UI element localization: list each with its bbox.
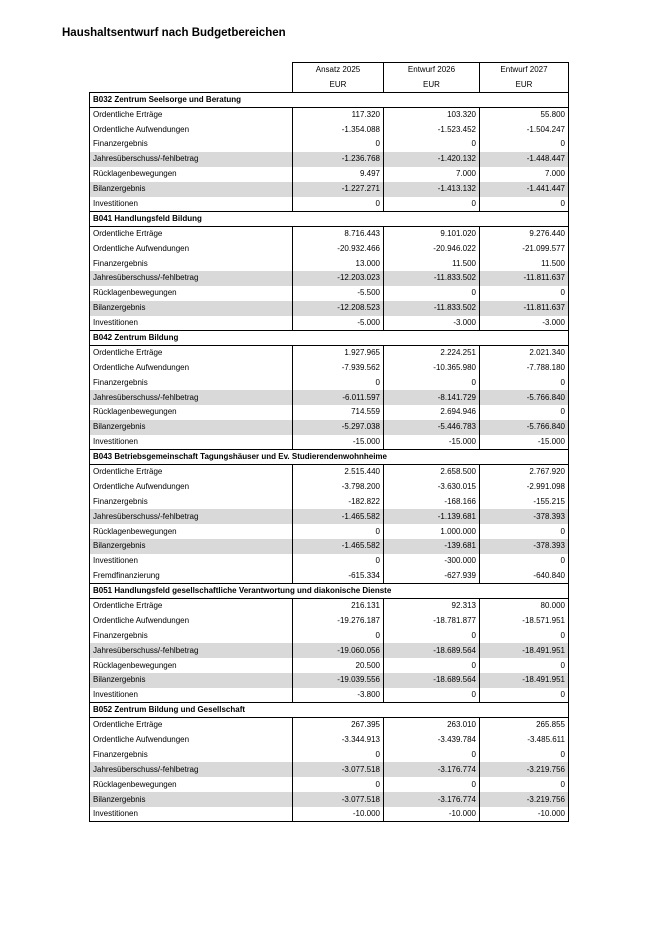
table-row [90,286,569,301]
table-row [90,688,569,703]
value-cell: -1.354.088 [293,122,384,137]
table-row [90,628,569,643]
value-cell: -15.000 [480,435,569,450]
table-row [90,569,569,584]
value-cell: -1.413.132 [384,182,480,197]
value-cell: -5.000 [293,316,384,331]
table-row [90,152,569,167]
section-header [90,450,569,465]
value-cell: -7.788.180 [480,360,569,375]
value-cell: -7.939.562 [293,360,384,375]
column-header: Entwurf 2027 [480,63,569,78]
value-cell: 117.320 [293,107,384,122]
header-row-labels [90,63,569,78]
value-cell: 0 [480,747,569,762]
value-cell: -11.833.502 [384,301,480,316]
value-cell: -18.491.951 [480,673,569,688]
value-cell: 55.800 [480,107,569,122]
value-cell: 0 [480,375,569,390]
value-cell: 7.000 [384,167,480,182]
value-cell: 80.000 [480,599,569,614]
value-cell: -18.781.877 [384,613,480,628]
value-cell: 0 [293,137,384,152]
value-cell: 92.313 [384,599,480,614]
section-title: B043 Betriebsgemeinschaft Tagungshäuser und Ev. Studierendenwohnheime [90,450,569,465]
value-cell: -18.491.951 [480,643,569,658]
value-cell: 2.694.946 [384,405,480,420]
row-label: Jahresüberschuss/-fehlbetrag [90,762,293,777]
section-title: B051 Handlungsfeld gesellschaftliche Verantwortung und diakonische Dienste [90,584,569,599]
section-header [90,703,569,718]
value-cell: 0 [384,777,480,792]
value-cell: 2.515.440 [293,465,384,480]
row-label: Finanzergebnis [90,747,293,762]
table-row [90,733,569,748]
value-cell: -18.689.564 [384,673,480,688]
row-label: Finanzergebnis [90,494,293,509]
value-cell: -18.689.564 [384,643,480,658]
row-label: Investitionen [90,435,293,450]
row-label: Bilanzergebnis [90,420,293,435]
section-header [90,211,569,226]
table-row [90,375,569,390]
row-label: Jahresüberschuss/-fehlbetrag [90,390,293,405]
value-cell: -10.000 [480,807,569,822]
value-cell: 1.927.965 [293,345,384,360]
value-cell: 2.021.340 [480,345,569,360]
value-cell: 11.500 [384,256,480,271]
value-cell: -19.060.056 [293,643,384,658]
value-cell: 0 [384,286,480,301]
value-cell: 0 [480,137,569,152]
value-cell: 0 [384,375,480,390]
value-cell: 11.500 [480,256,569,271]
table-row [90,107,569,122]
value-cell: 13.000 [293,256,384,271]
value-cell: -11.811.637 [480,271,569,286]
value-cell: -3.219.756 [480,762,569,777]
value-cell: 265.855 [480,718,569,733]
value-cell: 0 [480,405,569,420]
column-unit: EUR [384,77,480,92]
table-row [90,762,569,777]
value-cell: -3.176.774 [384,762,480,777]
value-cell: -640.840 [480,569,569,584]
table-row [90,390,569,405]
value-cell: -3.630.015 [384,479,480,494]
value-cell: -5.766.840 [480,390,569,405]
value-cell: 2.658.500 [384,465,480,480]
value-cell: -139.681 [384,539,480,554]
row-label: Ordentliche Aufwendungen [90,360,293,375]
table-row [90,658,569,673]
value-cell: 714.559 [293,405,384,420]
value-cell: 0 [293,554,384,569]
table-row [90,197,569,212]
value-cell: -10.365.980 [384,360,480,375]
value-cell: -21.099.577 [480,241,569,256]
value-cell: -3.344.913 [293,733,384,748]
row-label: Ordentliche Erträge [90,226,293,241]
value-cell: 0 [480,658,569,673]
row-label: Ordentliche Erträge [90,599,293,614]
table-row [90,167,569,182]
value-cell: -12.208.523 [293,301,384,316]
value-cell: 0 [293,524,384,539]
value-cell: -1.465.582 [293,539,384,554]
value-cell: 20.500 [293,658,384,673]
value-cell: 9.497 [293,167,384,182]
value-cell: -5.297.038 [293,420,384,435]
value-cell: -378.393 [480,509,569,524]
table-row [90,524,569,539]
row-label: Ordentliche Aufwendungen [90,479,293,494]
value-cell: -1.420.132 [384,152,480,167]
table-row [90,271,569,286]
table-row [90,137,569,152]
row-label: Investitionen [90,316,293,331]
value-cell: -155.215 [480,494,569,509]
row-label: Ordentliche Erträge [90,107,293,122]
table-row [90,643,569,658]
table-row [90,777,569,792]
value-cell: -1.236.768 [293,152,384,167]
table-row [90,673,569,688]
value-cell: -1.448.447 [480,152,569,167]
row-label: Rücklagenbewegungen [90,524,293,539]
table-row [90,479,569,494]
value-cell: -3.077.518 [293,792,384,807]
value-cell: -168.166 [384,494,480,509]
value-cell: -1.227.271 [293,182,384,197]
row-label: Finanzergebnis [90,375,293,390]
section-title: B042 Zentrum Bildung [90,331,569,346]
table-row [90,420,569,435]
row-label: Fremdfinanzierung [90,569,293,584]
row-label: Ordentliche Erträge [90,718,293,733]
value-cell: -3.219.756 [480,792,569,807]
value-cell: -10.000 [293,807,384,822]
row-label: Rücklagenbewegungen [90,167,293,182]
column-unit: EUR [480,77,569,92]
value-cell: 0 [293,375,384,390]
value-cell: 0 [384,688,480,703]
value-cell: 267.395 [293,718,384,733]
value-cell: 1.000.000 [384,524,480,539]
value-cell: 0 [480,628,569,643]
row-label: Ordentliche Erträge [90,465,293,480]
row-label: Bilanzergebnis [90,301,293,316]
table-row [90,509,569,524]
row-label: Ordentliche Aufwendungen [90,613,293,628]
value-cell: 7.000 [480,167,569,182]
value-cell: 103.320 [384,107,480,122]
section-title: B052 Zentrum Bildung und Gesellschaft [90,703,569,718]
value-cell: -15.000 [293,435,384,450]
value-cell: -627.939 [384,569,480,584]
row-label: Ordentliche Aufwendungen [90,241,293,256]
table-row [90,465,569,480]
value-cell: -3.485.611 [480,733,569,748]
table-row [90,226,569,241]
row-label: Jahresüberschuss/-fehlbetrag [90,509,293,524]
value-cell: 8.716.443 [293,226,384,241]
row-label: Bilanzergebnis [90,539,293,554]
table-row [90,599,569,614]
page-title: Haushaltsentwurf nach Budgetbereichen [62,27,286,39]
section-header [90,331,569,346]
column-unit: EUR [293,77,384,92]
table-row [90,122,569,137]
section-title: B032 Zentrum Seelsorge und Beratung [90,92,569,107]
row-label: Ordentliche Erträge [90,345,293,360]
section-header [90,92,569,107]
table-row [90,539,569,554]
table-row [90,241,569,256]
value-cell: 0 [384,658,480,673]
row-label: Bilanzergebnis [90,792,293,807]
value-cell: 0 [293,197,384,212]
value-cell: -3.000 [480,316,569,331]
value-cell: 216.131 [293,599,384,614]
row-label: Jahresüberschuss/-fehlbetrag [90,271,293,286]
value-cell: 0 [293,628,384,643]
value-cell: -3.077.518 [293,762,384,777]
table-row [90,316,569,331]
row-label: Rücklagenbewegungen [90,658,293,673]
row-label: Ordentliche Aufwendungen [90,122,293,137]
row-label: Investitionen [90,807,293,822]
table-row [90,405,569,420]
column-header: Ansatz 2025 [293,63,384,78]
value-cell: -1.441.447 [480,182,569,197]
value-cell: -3.439.784 [384,733,480,748]
table-row [90,554,569,569]
row-label: Bilanzergebnis [90,673,293,688]
value-cell: -182.822 [293,494,384,509]
table-row [90,301,569,316]
section-header [90,584,569,599]
value-cell: -5.500 [293,286,384,301]
value-cell: -12.203.023 [293,271,384,286]
value-cell: -19.039.556 [293,673,384,688]
table-row [90,256,569,271]
table-row [90,182,569,197]
table-row [90,747,569,762]
value-cell: 0 [480,554,569,569]
row-label: Finanzergebnis [90,256,293,271]
value-cell: 0 [293,747,384,762]
value-cell: -3.000 [384,316,480,331]
value-cell: 2.224.251 [384,345,480,360]
value-cell: -19.276.187 [293,613,384,628]
value-cell: 0 [384,137,480,152]
row-label: Finanzergebnis [90,137,293,152]
value-cell: -15.000 [384,435,480,450]
value-cell: -5.766.840 [480,420,569,435]
table-row [90,807,569,822]
row-label: Bilanzergebnis [90,182,293,197]
value-cell: -1.523.452 [384,122,480,137]
column-header: Entwurf 2026 [384,63,480,78]
value-cell: 2.767.920 [480,465,569,480]
table-row [90,613,569,628]
value-cell: -20.932.466 [293,241,384,256]
value-cell: -615.334 [293,569,384,584]
value-cell: 0 [293,777,384,792]
value-cell: -1.504.247 [480,122,569,137]
value-cell: -3.798.200 [293,479,384,494]
value-cell: 263.010 [384,718,480,733]
row-label: Finanzergebnis [90,628,293,643]
value-cell: -8.141.729 [384,390,480,405]
row-label: Jahresüberschuss/-fehlbetrag [90,152,293,167]
value-cell: -20.946.022 [384,241,480,256]
table-row [90,792,569,807]
value-cell: -18.571.951 [480,613,569,628]
table-row [90,360,569,375]
table-row [90,494,569,509]
value-cell: 0 [384,628,480,643]
value-cell: 0 [480,524,569,539]
value-cell: -3.176.774 [384,792,480,807]
value-cell: 0 [480,197,569,212]
value-cell: -3.800 [293,688,384,703]
row-label: Rücklagenbewegungen [90,286,293,301]
row-label: Ordentliche Aufwendungen [90,733,293,748]
value-cell: -11.833.502 [384,271,480,286]
value-cell: -300.000 [384,554,480,569]
row-label: Investitionen [90,197,293,212]
value-cell: -11.811.637 [480,301,569,316]
value-cell: -1.139.681 [384,509,480,524]
value-cell: -5.446.783 [384,420,480,435]
row-label: Investitionen [90,554,293,569]
value-cell: -6.011.597 [293,390,384,405]
value-cell: -10.000 [384,807,480,822]
row-label: Rücklagenbewegungen [90,405,293,420]
table-row [90,435,569,450]
value-cell: -2.991.098 [480,479,569,494]
row-label: Rücklagenbewegungen [90,777,293,792]
value-cell: 0 [480,688,569,703]
table-row [90,345,569,360]
value-cell: 0 [384,197,480,212]
table-row [90,718,569,733]
value-cell: 0 [480,286,569,301]
value-cell: 0 [480,777,569,792]
section-title: B041 Handlungsfeld Bildung [90,211,569,226]
row-label: Jahresüberschuss/-fehlbetrag [90,643,293,658]
value-cell: -378.393 [480,539,569,554]
budget-table [89,62,569,822]
value-cell: -1.465.582 [293,509,384,524]
row-label: Investitionen [90,688,293,703]
value-cell: 9.276.440 [480,226,569,241]
header-row-units [90,77,569,92]
value-cell: 9.101.020 [384,226,480,241]
value-cell: 0 [384,747,480,762]
